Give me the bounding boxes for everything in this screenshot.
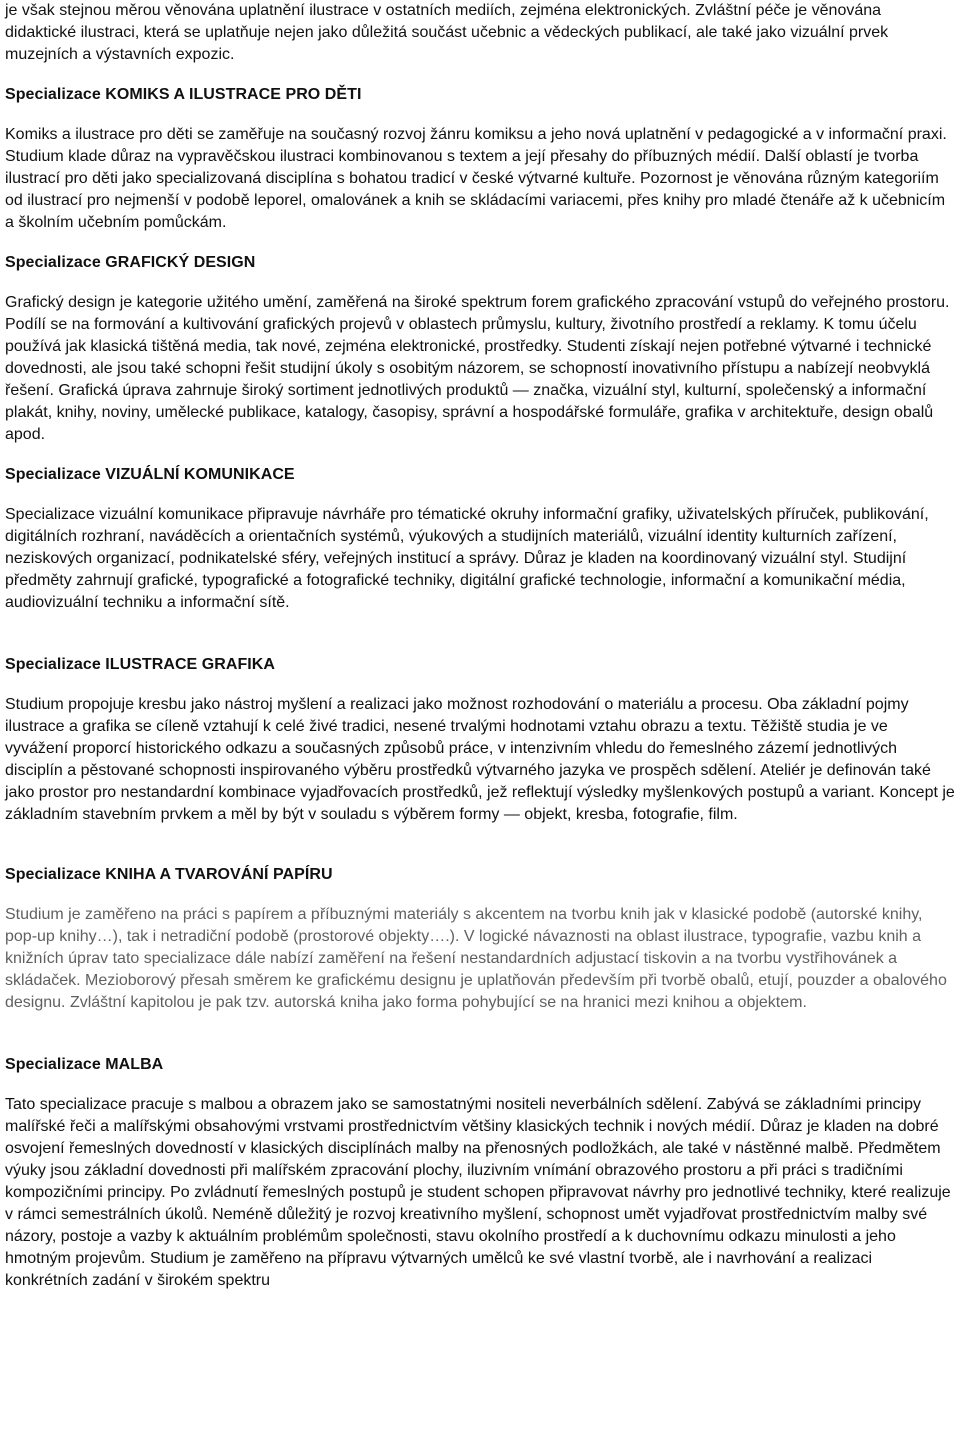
section-body: Specializace vizuální komunikace připravuje návrháře pro tématické okruhy informační grafiky, uživatelských příruček, publikování, digitálních rozhraní, naváděcích a orientačních systémů, výukových a studijních materiálů, vizuální identity kulturních zařízení, neziskových organizací, podnikatelské sféry, veřejných institucí a správy. Důraz je kladen na koordinovaný vizuální styl. Studijní předměty zahrnují grafické, typografické a fotografické techniky, digitální grafické technologie, informační a komunikační média, audiovizuální techniku a informační sítě. (5, 506, 929, 611)
section-body: Studium propojuje kresbu jako nástroj myšlení a realizaci jako možnost rozhodování o materiálu a procesu. Oba základní pojmy ilustrace a grafika se cíleně vztahují k celé živé tradici, nesené trvalými hodnotami vztahu obrazu a textu. Těžiště studia je ve vyvážení proporcí historického odkazu a současných způsobů práce, v intenzivním vhledu do řemeslného zázemí jednotlivých disciplín a pěstované schopnosti inspirovaného výběru prostředků výtvarného jazyka ve prospěch sdělení. Ateliér je definován také jako prostor pro nestandardní kombinace vyjadřovacích prostředků, jež reflektují výsledky myšlenkových postupů a variant. Koncept je základním stavebním prvkem a měl by být v souladu s výběrem formy — objekt, kresba, fotografie, film. (5, 696, 955, 823)
document-page (5, 0, 955, 1292)
section-komiks (5, 84, 955, 234)
section-heading: Specializace ILUSTRACE GRAFIKA (5, 656, 275, 673)
section-kniha-a-tvarovani-papiru (5, 864, 955, 1014)
intro-paragraph: je však stejnou měrou věnována uplatnění ilustrace v ostatních mediích, zejména elektronických. Zvláštní péče je věnována didaktické ilustraci, která se uplatňuje nejen jako důležitá součást učebnic a vědeckých publikací, ale také jako vizuální prvek muzejních a výstavních expozic. (5, 2, 889, 63)
section-graficky-design (5, 252, 955, 446)
section-body: Tato specializace pracuje s malbou a obrazem jako se samostatnými nositeli neverbálních sdělení. Zabývá se základními principy malířské řeči a malířskými obsahovými vrstvami prostřednictvím většiny klasických technik i nových médií. Důraz je kladen na dobré osvojení řemeslných dovedností v klasických disciplínách malby na přenosných podložkách, ale také v nástěnné malbě. Předmětem výuky jsou základní dovednosti při malířském zpracování plochy, iluzivním vnímání obrazového prostoru a při práci s tradičními kompozičními principy. Po zvládnutí řemeslných postupů je student schopen připravovat návrhy pro jednotlivé techniky, které realizuje v rámci semestrálních úkolů. Neméně důležitý je rozvoj kreativního myšlení, schopnost umět vyjadřovat prostřednictvím malby své názory, postoje a vazby k aktuálním problémům společnosti, stavu okolního prostředí a k duchovnímu odkazu minulosti a jeho hmotným projevům. Studium je zaměřeno na přípravu výtvarných umělců ke své vlastní tvorbě, ale i navrhování a realizaci konkrétních zadání v širokém spektru (5, 1096, 951, 1289)
section-vizualni-komunikace (5, 464, 955, 614)
section-body: Grafický design je kategorie užitého umění, zaměřená na široké spektrum forem grafického zpracování vstupů do veřejného prostoru. Podílí se na formování a kultivování grafických projevů v oblastech průmyslu, kultury, životního prostředí a reklamy. K tomu účelu používá jak klasická tištěná media, tak nové, zejména elektronické, prostředky. Studenti získají nejen potřebné výtvarné i technické dovednosti, ale jsou také schopni řešit studijní úkoly s osobitým názorem, se schopností inovativního přístupu a nabízejí neobvyklá řešení. Grafická úprava zahrnuje široký sortiment jednotlivých produktů — značka, vizuální styl, kulturní, společenský a informační plakát, knihy, noviny, umělecké publikace, katalogy, časopisy, správní a hospodářské formuláře, grafika v architektuře, design obalů apod. (5, 294, 950, 443)
section-body: Studium je zaměřeno na práci s papírem a příbuznými materiály s akcentem na tvorbu knih jak v klasické podobě (autorské knihy, pop-up knihy…), tak i netradiční podobě (prostorové objekty….). V logické návaznosti na oblast ilustrace, typografie, vazbu knih a knižních úprav tato specializace dále nabízí zaměření na řešení nestandardních adjustací tiskovin a na tvorbu vystřihovánek a skládaček. Mezioborový přesah směrem ke grafickému designu je uplatňován především při tvorbě obalů, etují, pouzder a obalového designu. Zvláštní kapitolou je pak tzv. autorská kniha jako forma pohybující se na hranici mezi knihou a objektem. (5, 906, 947, 1011)
section-ilustrace-grafika (5, 654, 955, 826)
section-heading: Specializace KNIHA A TVAROVÁNÍ PAPÍRU (5, 866, 333, 883)
section-heading: Specializace VIZUÁLNÍ KOMUNIKACE (5, 466, 295, 483)
section-heading: Specializace GRAFICKÝ DESIGN (5, 254, 256, 271)
section-heading: Specializace KOMIKS A ILUSTRACE PRO DĚTI (5, 86, 362, 103)
section-heading: Specializace MALBA (5, 1056, 164, 1073)
section-body: Komiks a ilustrace pro děti se zaměřuje na současný rozvoj žánru komiksu a jeho nová uplatnění v pedagogické a v informační praxi. Studium klade důraz na vypravěčskou ilustraci kombinovanou s textem a její přesahy do příbuzných médií. Další oblastí je tvorba ilustrací pro děti jako specializovaná disciplína s bohatou tradicí v české výtvarné kultuře. Pozornost je věnována různým kategoriím od ilustrací pro nejmenší v podobě leporel, omalovánek a knih se skládacími variacemi, přes knihy pro mladé čtenáře až k učebnicím a školním učebním pomůckám. (5, 126, 947, 231)
section-malba (5, 1054, 955, 1292)
